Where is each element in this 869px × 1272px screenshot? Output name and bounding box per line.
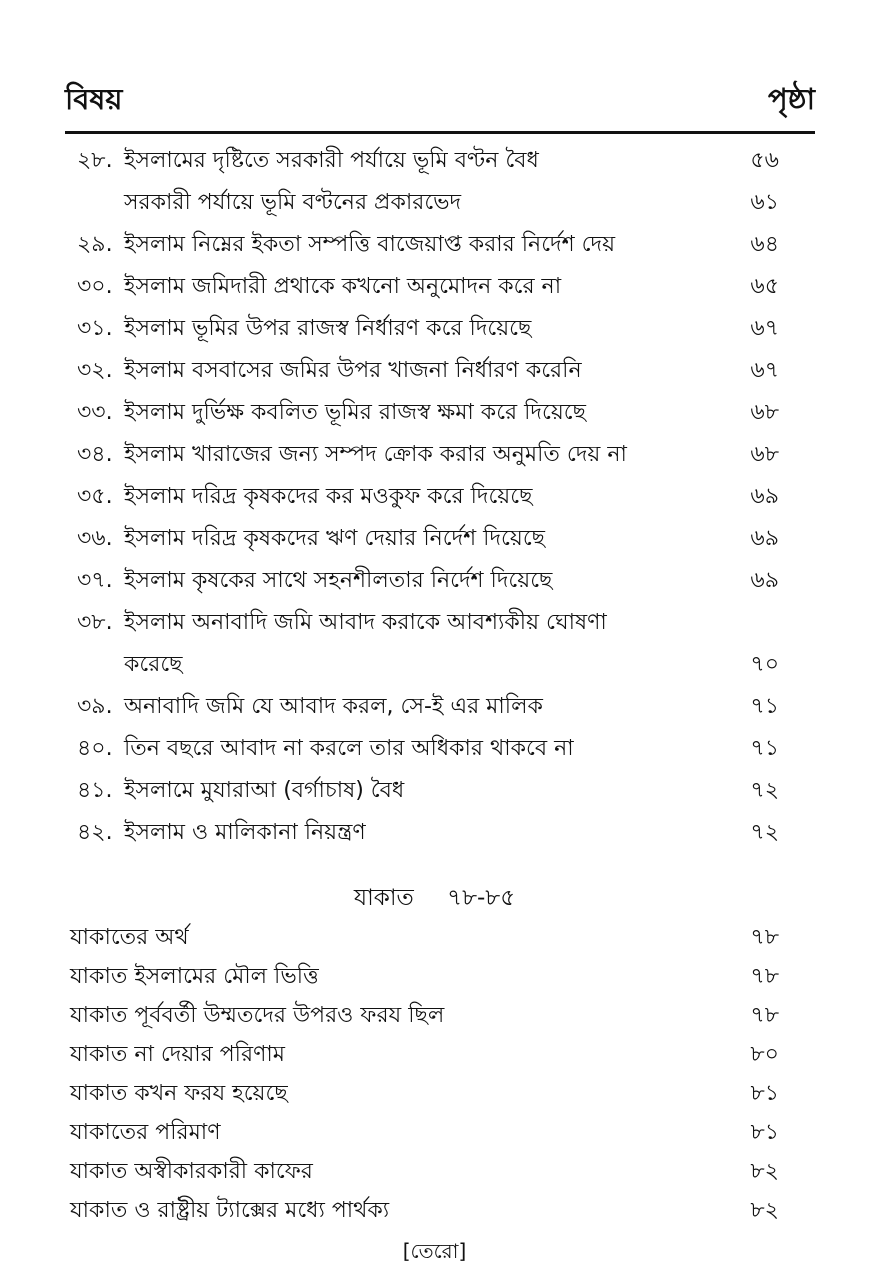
entry-page: ৬৯ [750, 484, 779, 509]
entry-page: ৬৯ [750, 568, 779, 593]
toc-row [0, 435, 869, 475]
toc-row [0, 183, 869, 223]
entry-number: ৩২. [77, 358, 113, 383]
entry-page: ৭১ [750, 736, 779, 761]
entry-title: যাকাত কখন ফরয হয়েছে [70, 1081, 288, 1106]
entry-number: ৪২. [77, 820, 113, 845]
entry-title: অনাবাদি জমি যে আবাদ করল, সে-ই এর মালিক [124, 694, 543, 719]
entry-title: ইসলাম খারাজের জন্য সম্পদ ক্রোক করার অনুমতি দেয় না [124, 442, 627, 467]
entry-title: ইসলাম দরিদ্র কৃষকদের কর মওকুফ করে দিয়েছে [124, 484, 533, 509]
entry-page: ৬১ [750, 190, 779, 215]
toc-row [0, 1152, 869, 1192]
entry-number: ৩৭. [77, 568, 113, 593]
entry-number: ৩৮. [77, 610, 113, 635]
page-footer [0, 1236, 869, 1266]
toc-row [0, 519, 869, 559]
toc-row [0, 1074, 869, 1114]
entry-page: ৬৮ [750, 400, 779, 425]
entry-title: ইসলামে মুযারাআ (বর্গাচাষ) বৈধ [124, 778, 405, 803]
entry-title: ইসলাম কৃষকের সাথে সহনশীলতার নির্দেশ দিয়েছে [124, 568, 553, 593]
entry-title: যাকাত অস্বীকারকারী কাফের [70, 1159, 313, 1184]
entry-page: ৬৮ [750, 442, 779, 467]
entry-title: ইসলামের দৃষ্টিতে সরকারী পর্যায়ে ভূমি বণ্টন বৈধ [124, 148, 539, 173]
toc-row [0, 1191, 869, 1231]
entry-number: ৩১. [77, 316, 113, 341]
entry-page: ৭১ [750, 694, 779, 719]
entry-page: ৭২ [750, 820, 779, 845]
entry-page: ৬৭ [750, 358, 779, 383]
entry-page: ৬৯ [750, 526, 779, 551]
entry-title: ইসলাম দরিদ্র কৃষকদের ঋণ দেয়ার নির্দেশ দিয়েছে [124, 526, 545, 551]
entry-title: করেছে [124, 652, 183, 677]
toc-row [0, 477, 869, 517]
entry-title: যাকাত পূর্ববর্তী উম্মতদের উপরও ফরয ছিল [70, 1003, 445, 1028]
entry-title: যাকাত ইসলামের মৌল ভিত্তি [70, 964, 319, 989]
toc-row [0, 771, 869, 811]
toc-row [0, 996, 869, 1036]
entry-page: ৭৮ [750, 964, 779, 989]
entry-page: ৮১ [750, 1081, 779, 1106]
toc-row [0, 309, 869, 349]
toc-row [0, 687, 869, 727]
entry-number: ৩৫. [77, 484, 113, 509]
entry-title: ইসলাম বসবাসের জমির উপর খাজনা নির্ধারণ করেনি [124, 358, 582, 383]
entry-number: ৪১. [77, 778, 113, 803]
entry-page: ৬৪ [750, 232, 779, 257]
page-marker: [তেরো] [402, 1239, 467, 1263]
section-heading [0, 878, 869, 918]
entry-page: ৬৭ [750, 316, 779, 341]
toc-row [0, 645, 869, 685]
toc-row [0, 813, 869, 853]
section-title: যাকাত [353, 885, 414, 911]
entry-page: ৭২ [750, 778, 779, 803]
entry-number: ৩৩. [77, 400, 113, 425]
entry-title: ইসলাম ভূমির উপর রাজস্ব নির্ধারণ করে দিয়েছে [124, 316, 532, 341]
entry-title: ইসলাম ও মালিকানা নিয়ন্ত্রণ [124, 820, 366, 845]
toc-row [0, 225, 869, 265]
entry-page: ৭৮ [750, 1003, 779, 1028]
toc-row [0, 918, 869, 958]
entry-page: ৮১ [750, 1120, 779, 1145]
entry-title: ইসলাম জমিদারী প্রথাকে কখনো অনুমোদন করে না [124, 274, 562, 299]
entry-number: ৩৬. [77, 526, 113, 551]
entry-number: ৩৯. [77, 694, 113, 719]
toc-row [0, 393, 869, 433]
subject-column-label: বিষয় [65, 82, 123, 116]
toc-row [0, 1113, 869, 1153]
entry-title: সরকারী পর্যায়ে ভূমি বণ্টনের প্রকারভেদ [124, 190, 462, 215]
entry-page: ৭০ [750, 652, 779, 677]
entry-title: যাকাত না দেয়ার পরিণাম [70, 1042, 285, 1067]
section-page-range: ৭৮-৮৫ [447, 885, 516, 911]
entry-title: যাকাতের পরিমাণ [70, 1120, 221, 1145]
entry-number: ৩৪. [77, 442, 113, 467]
entry-page: ৮০ [750, 1042, 779, 1067]
toc-row [0, 1035, 869, 1075]
entry-page: ৬৫ [750, 274, 779, 299]
toc-row [0, 141, 869, 181]
entry-title: যাকাতের অর্থ [70, 925, 189, 950]
toc-row [0, 729, 869, 769]
entry-page: ৭৮ [750, 925, 779, 950]
toc-row [0, 267, 869, 307]
entry-number: ৪০. [77, 736, 113, 761]
toc-row [0, 603, 869, 643]
entry-number: ২৯. [77, 232, 113, 257]
entry-number: ২৮. [77, 148, 113, 173]
toc-row [0, 351, 869, 391]
toc-row [0, 561, 869, 601]
entry-title: ইসলাম দুর্ভিক্ষ কবলিত ভূমির রাজস্ব ক্ষমা করে দিয়েছে [124, 400, 586, 425]
entry-page: ৮২ [750, 1159, 779, 1184]
entry-title: যাকাত ও রাষ্ট্রীয় ট্যাক্সের মধ্যে পার্থক্য [70, 1198, 390, 1223]
entry-number: ৩০. [77, 274, 113, 299]
entry-page: ৮২ [750, 1198, 779, 1223]
entry-title: ইসলাম নিম্নের ইকতা সম্পত্তি বাজেয়াপ্ত করার নির্দেশ দেয় [124, 232, 616, 257]
entry-title: তিন বছরে আবাদ না করলে তার অধিকার থাকবে না [124, 736, 574, 761]
entry-page: ৫৬ [750, 148, 779, 173]
entry-title: ইসলাম অনাবাদি জমি আবাদ করাকে আবশ্যকীয় ঘোষণা [124, 610, 607, 635]
page-column-label: পৃষ্ঠা [768, 82, 815, 116]
toc-row [0, 957, 869, 997]
